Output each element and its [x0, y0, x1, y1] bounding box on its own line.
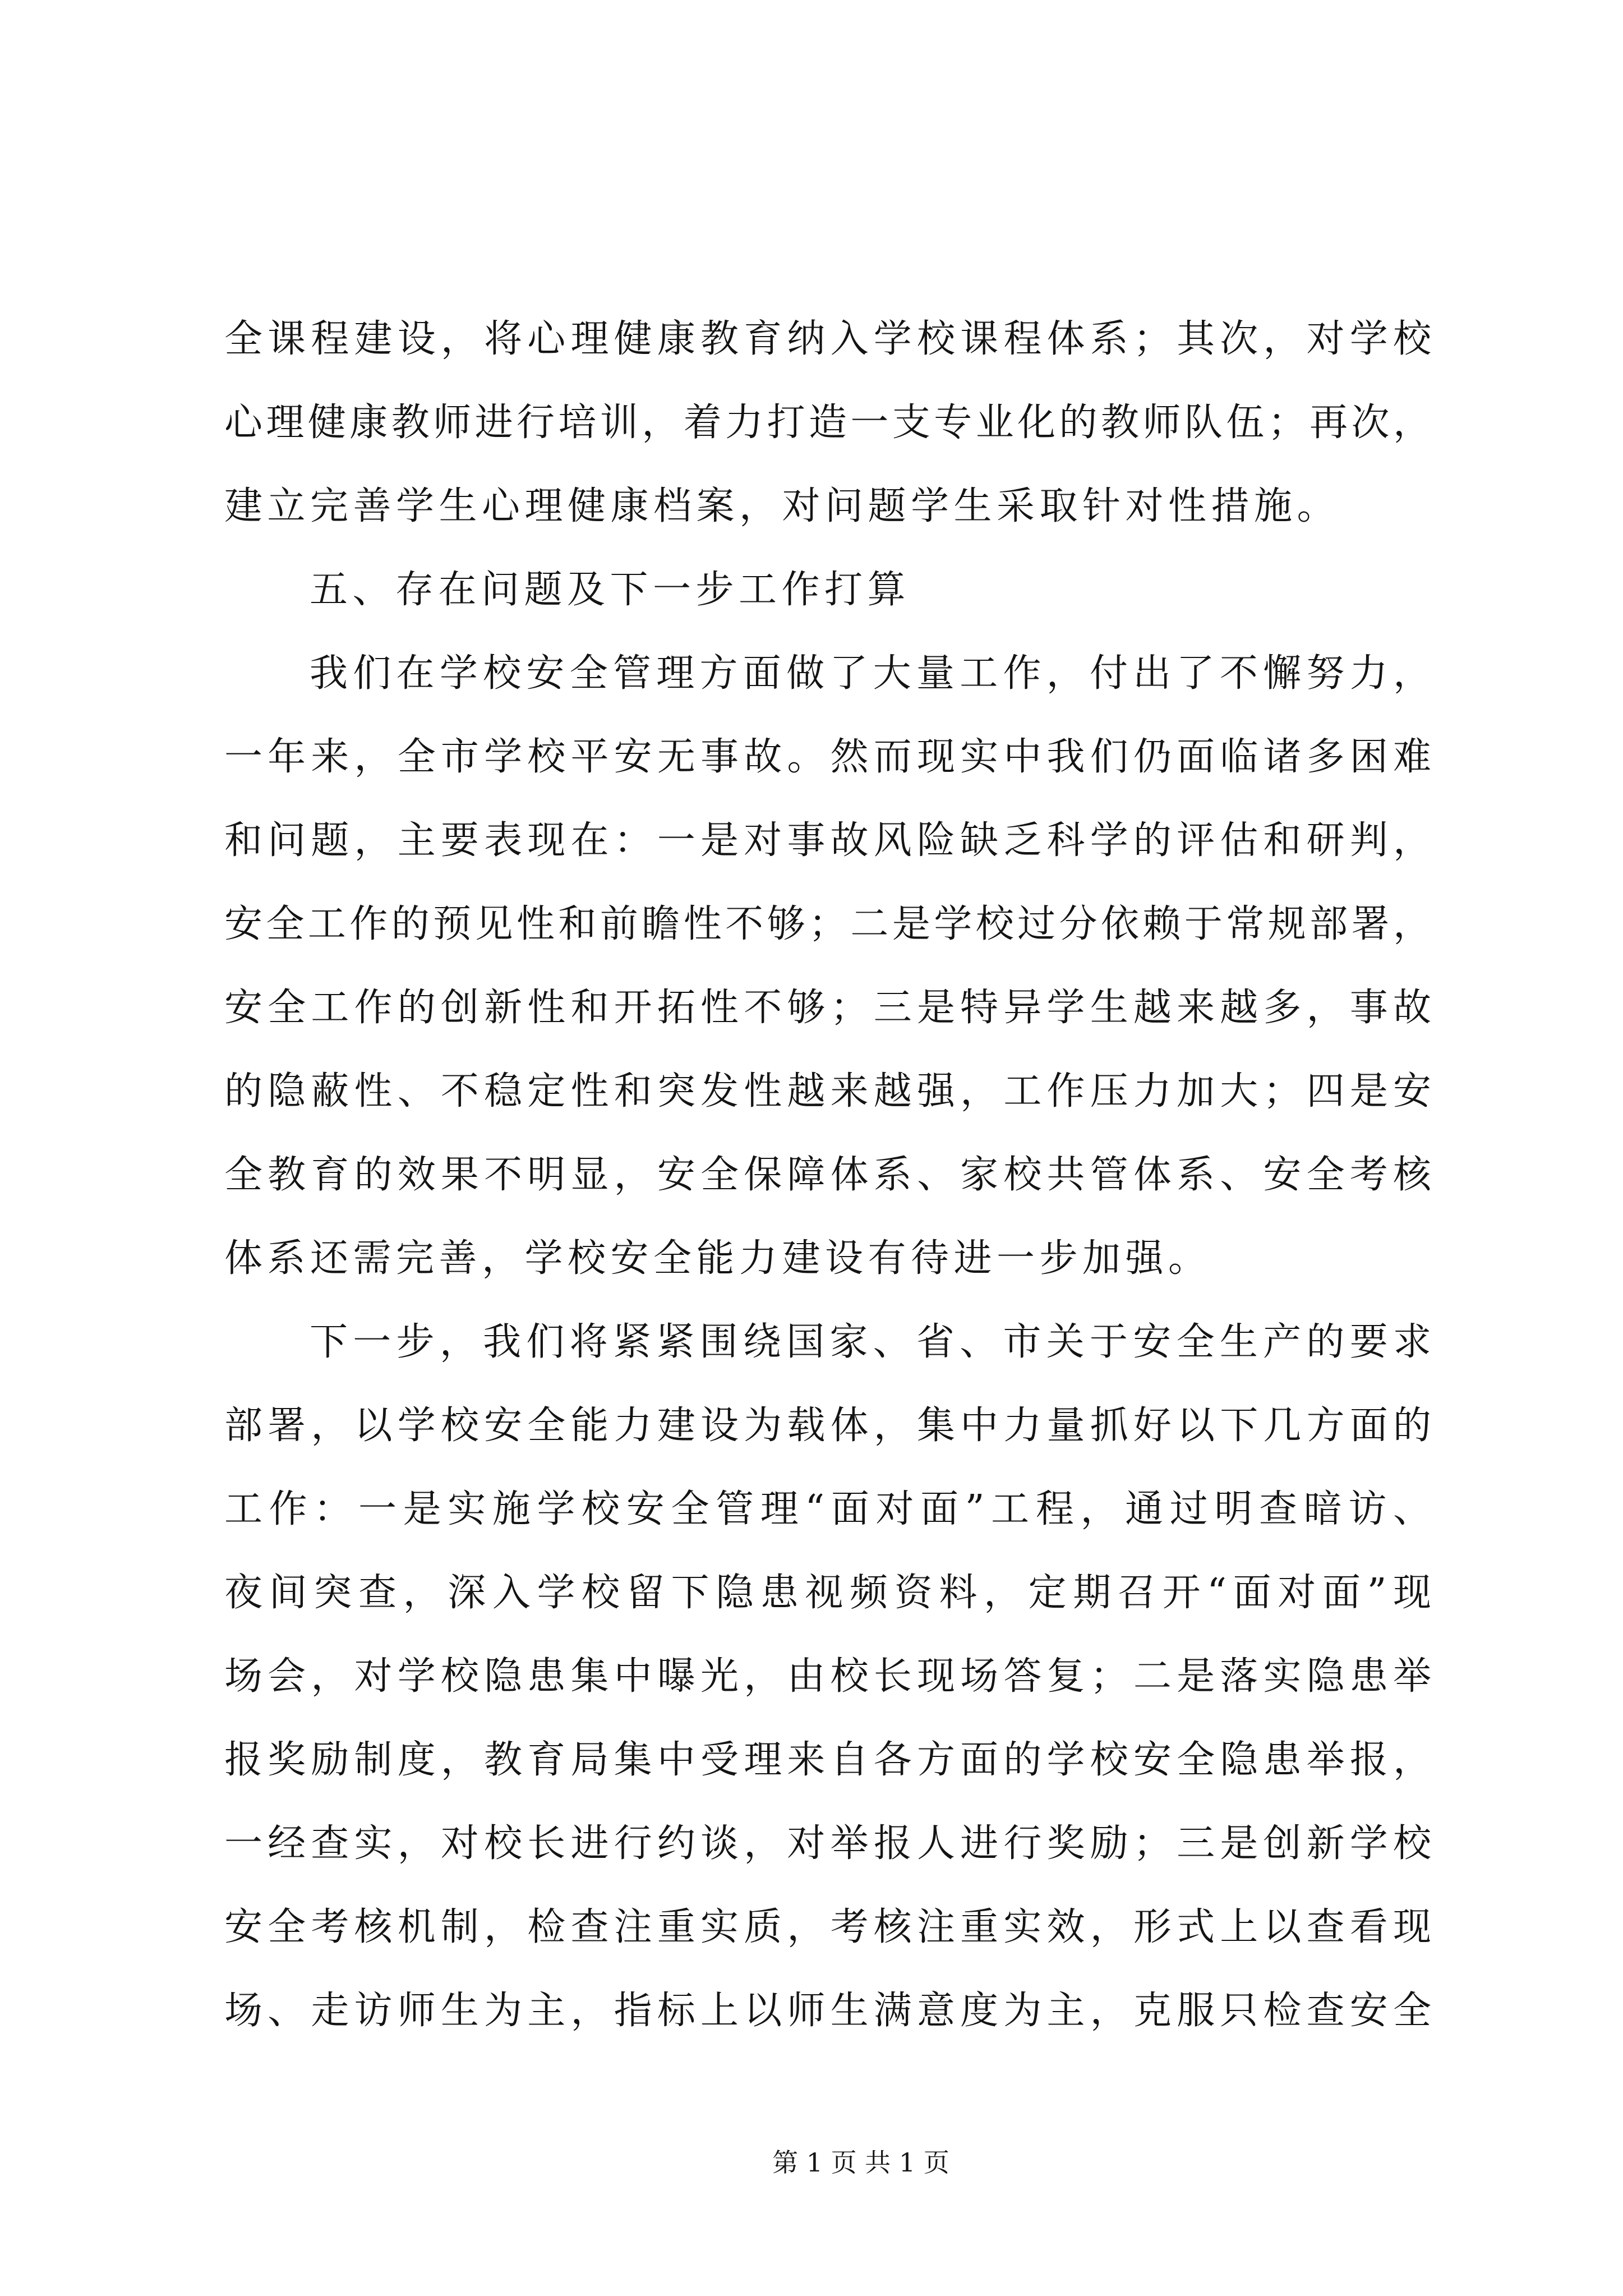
body-line: 安全考核机制，检查注重实质，考核注重实效，形式上以查看现	[224, 1905, 1431, 1949]
body-line: 部署，以学校安全能力建设为载体，集中力量抓好以下几方面的	[224, 1404, 1431, 1448]
body-line: 我们在学校安全管理方面做了大量工作，付出了不懈努力，	[310, 651, 1431, 696]
body-line: 工作：一是实施学校安全管理“面对面”工程，通过明查暗访、	[224, 1487, 1431, 1531]
body-line: 的隐蔽性、不稳定性和突发性越来越强，工作压力加大；四是安	[224, 1069, 1431, 1114]
paragraph	[224, 632, 1431, 1300]
body-line: 报奖励制度，教育局集中受理来自各方面的学校安全隐患举报，	[224, 1738, 1431, 1782]
body-line: 场会，对学校隐患集中曝光，由校长现场答复；二是落实隐患举	[224, 1654, 1431, 1699]
paragraph	[224, 297, 1431, 548]
section-heading: 五、存在问题及下一步工作打算	[310, 568, 911, 612]
body-line: 安全工作的创新性和开拓性不够；三是特异学生越来越多，事故	[224, 986, 1431, 1030]
body-line: 夜间突查，深入学校留下隐患视频资料，定期召开“面对面”现	[224, 1571, 1431, 1615]
body-line: 全课程建设，将心理健康教育纳入学校课程体系；其次，对学校	[224, 317, 1431, 361]
body-line: 全教育的效果不明显，安全保障体系、家校共管体系、安全考核	[224, 1153, 1431, 1197]
body-line: 一经查实，对校长进行约谈，对举报人进行奖励；三是创新学校	[224, 1821, 1431, 1866]
document-body	[224, 297, 1431, 2053]
body-line: 和问题，主要表现在：一是对事故风险缺乏科学的评估和研判，	[224, 818, 1431, 863]
body-line: 建立完善学生心理健康档案，对问题学生采取针对性措施。	[224, 484, 1340, 528]
body-line: 场、走访师生为主，指标上以师生满意度为主，克服只检查安全	[224, 1989, 1431, 2033]
body-line: 安全工作的预见性和前瞻性不够；二是学校过分依赖于常规部署，	[224, 902, 1431, 946]
body-line: 心理健康教师进行培训，着力打造一支专业化的教师队伍；再次，	[224, 401, 1431, 445]
body-line: 一年来，全市学校平安无事故。然而现实中我们仍面临诸多困难	[224, 735, 1431, 779]
page-footer: 第 1 页 共 1 页	[772, 2147, 949, 2178]
body-line: 体系还需完善，学校安全能力建设有待进一步加强。	[224, 1236, 1211, 1281]
paragraph	[224, 1300, 1431, 2053]
body-line: 下一步，我们将紧紧围绕国家、省、市关于安全生产的要求	[310, 1320, 1431, 1364]
